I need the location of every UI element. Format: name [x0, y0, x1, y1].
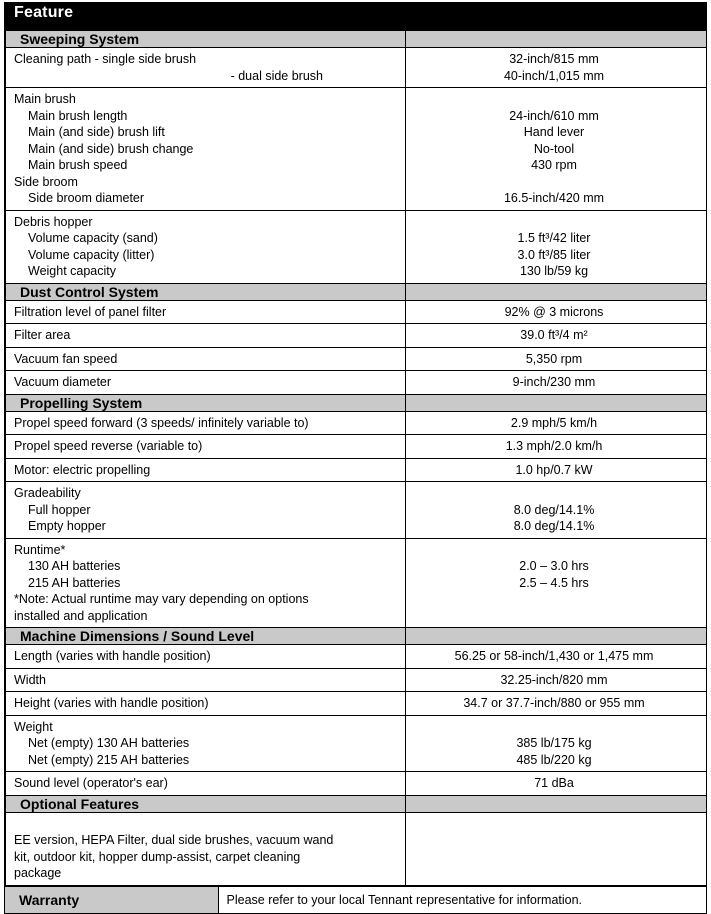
row-note-line: installed and application — [14, 608, 148, 623]
row-label-line: Height (varies with handle position) — [14, 696, 209, 710]
row-label-line: Empty hopper — [28, 519, 106, 533]
row-label-line: Runtime* — [14, 542, 66, 557]
row-label-line: Main brush length — [28, 108, 128, 123]
row-label-cell — [6, 692, 406, 716]
section-band-sweeping-system — [6, 31, 707, 48]
section-band-blank-cell — [406, 394, 707, 411]
row-value-cell — [406, 538, 707, 628]
row-label-line: 130 AH batteries — [28, 559, 121, 573]
section-title: Machine Dimensions / Sound Level — [20, 628, 255, 644]
row-label-line: Full hopper — [28, 502, 91, 517]
row-value-line: 1.3 mph/2.0 km/h — [505, 439, 603, 453]
row-label-line: Volume capacity (litter) — [28, 247, 155, 262]
row-label-line: Filtration level of panel filter — [14, 304, 167, 319]
row-label-line — [14, 816, 401, 833]
section-band-label-cell — [6, 283, 406, 300]
row-label-line: Main (and side) brush lift — [28, 125, 165, 139]
header-feature-cell — [6, 4, 406, 31]
table-row — [6, 347, 707, 371]
table-row — [6, 458, 707, 482]
row-label-line: - dual side brush — [230, 68, 323, 83]
row-value-line: 8.0 deg/14.1% — [513, 502, 595, 517]
row-label-line: Cleaning path - single side brush — [14, 52, 197, 66]
row-label-cell — [6, 347, 406, 371]
row-value-line: 40-inch/1,015 mm — [503, 68, 605, 83]
row-label-cell — [6, 435, 406, 459]
row-value-cell — [406, 645, 707, 669]
row-value-line — [410, 174, 698, 191]
row-value-line: 1.0 hp/0.7 kW — [515, 462, 593, 477]
row-label-line: Weight capacity — [28, 264, 117, 278]
row-label-cell — [6, 458, 406, 482]
section-title: Dust Control System — [20, 283, 159, 300]
row-label-cell — [6, 48, 406, 88]
section-band-label-cell — [6, 795, 406, 812]
row-value-line — [410, 91, 698, 108]
table-body — [6, 4, 707, 886]
row-label-cell — [6, 300, 406, 324]
section-band-dust-control-system — [6, 283, 707, 300]
row-label-cell — [6, 772, 406, 796]
row-label-line: Length (varies with handle position) — [14, 649, 211, 663]
table-row — [6, 48, 707, 88]
row-value-line: No-tool — [533, 141, 575, 156]
row-label-line: Width — [14, 672, 46, 687]
warranty-label: Warranty — [5, 887, 218, 913]
row-label-line: Net (empty) 215 AH batteries — [28, 752, 190, 767]
section-band-machine-dimensions — [6, 628, 707, 645]
row-label-line: Side broom diameter — [28, 191, 145, 205]
row-label-cell — [6, 538, 406, 628]
row-value-line: 2.5 – 4.5 hrs — [519, 575, 589, 590]
row-label-line: Weight — [14, 719, 53, 734]
row-value-cell — [406, 411, 707, 435]
table-row — [6, 812, 707, 885]
row-value-cell — [406, 668, 707, 692]
row-value-cell — [406, 458, 707, 482]
row-value-cell — [406, 88, 707, 211]
row-note-line: *Note: Actual runtime may vary depending on options — [14, 592, 309, 606]
row-label-line: Main brush — [14, 92, 76, 106]
row-value-line: 92% @ 3 microns — [504, 304, 604, 319]
table-row — [6, 772, 707, 796]
row-value-line: 385 lb/175 kg — [516, 736, 592, 750]
row-label-cell — [6, 812, 406, 885]
row-label-line: package — [14, 866, 62, 880]
table-row — [6, 210, 707, 283]
specifications-table — [5, 3, 707, 886]
table-row — [6, 411, 707, 435]
section-band-label-cell — [6, 31, 406, 48]
row-value-line: 130 lb/59 kg — [519, 264, 589, 278]
row-label-cell — [6, 482, 406, 539]
table-row — [6, 88, 707, 211]
row-label-line: EE version, HEPA Filter, dual side brushes, vacuum wand — [14, 833, 334, 847]
row-value-cell — [406, 435, 707, 459]
warranty-row — [5, 886, 706, 913]
row-label-line: Gradeability — [14, 486, 81, 500]
row-value-cell — [406, 715, 707, 772]
row-label-line: Side broom — [14, 174, 78, 189]
warranty-label-cell — [5, 886, 218, 913]
row-value-line: 2.9 mph/5 km/h — [510, 415, 598, 430]
row-value-line: 24-inch/610 mm — [509, 108, 599, 123]
row-value-cell — [406, 210, 707, 283]
row-label-line: Motor: electric propelling — [14, 462, 151, 477]
row-label-line: 215 AH batteries — [28, 575, 121, 590]
table-row — [6, 668, 707, 692]
row-label-line: Vacuum diameter — [14, 375, 112, 389]
row-value-cell — [406, 48, 707, 88]
row-label-line: Volume capacity (sand) — [28, 231, 158, 245]
row-label-cell — [6, 645, 406, 669]
table-row — [6, 482, 707, 539]
row-value-line: 34.7 or 37.7-inch/880 or 955 mm — [463, 696, 645, 710]
row-value-line: 71 dBa — [534, 776, 574, 790]
section-band-blank-cell — [406, 795, 707, 812]
row-value-line — [410, 485, 698, 502]
row-label-cell — [6, 668, 406, 692]
warranty-table — [5, 886, 706, 913]
header-value-cell — [406, 4, 707, 31]
section-band-propelling-system — [6, 394, 707, 411]
row-label-line: Debris hopper — [14, 214, 93, 229]
row-value-line: 32.25-inch/820 mm — [500, 672, 608, 687]
row-value-cell — [406, 772, 707, 796]
row-label-cell — [6, 210, 406, 283]
section-band-label-cell — [6, 628, 406, 645]
row-value-line — [410, 542, 698, 559]
section-band-blank-cell — [406, 31, 707, 48]
row-label-cell — [6, 411, 406, 435]
row-label-line: kit, outdoor kit, hopper dump-assist, carpet cleaning — [14, 849, 301, 864]
table-row — [6, 538, 707, 628]
row-label-line: Vacuum fan speed — [14, 351, 118, 366]
row-value-line: 9-inch/230 mm — [512, 375, 596, 389]
row-value-cell — [406, 324, 707, 348]
row-label-line: Propel speed forward (3 speeds/ infinitely variable to) — [14, 415, 309, 430]
row-value-line: Hand lever — [523, 125, 585, 139]
section-band-blank-cell — [406, 283, 707, 300]
row-value-line: 430 rpm — [531, 158, 577, 172]
table-row — [6, 645, 707, 669]
row-value-line: 16.5-inch/420 mm — [503, 191, 605, 205]
row-label-cell — [6, 715, 406, 772]
section-band-label-cell — [6, 394, 406, 411]
row-label-line: Net (empty) 130 AH batteries — [28, 736, 190, 750]
warranty-text-cell — [218, 886, 706, 913]
table-header-row — [6, 4, 707, 31]
row-label-line: Propel speed reverse (variable to) — [14, 439, 203, 453]
row-value-line: 3.0 ft³/85 liter — [517, 247, 591, 262]
section-title: Propelling System — [20, 394, 143, 411]
row-value-cell — [406, 371, 707, 395]
warranty-text: Please refer to your local Tennant representative for information. — [226, 892, 583, 907]
table-row — [6, 715, 707, 772]
header-feature-label: Feature — [14, 4, 74, 21]
row-value-line — [410, 214, 698, 231]
row-value-cell — [406, 692, 707, 716]
row-label-line: Main (and side) brush change — [28, 141, 194, 156]
row-value-line: 39.0 ft³/4 m² — [520, 328, 588, 342]
table-row — [6, 371, 707, 395]
row-label-line: Main brush speed — [28, 158, 128, 172]
section-title: Optional Features — [20, 795, 140, 812]
row-value-line: 5,350 rpm — [525, 351, 583, 366]
row-value-line: 56.25 or 58-inch/1,430 or 1,475 mm — [454, 649, 654, 663]
row-label-cell — [6, 88, 406, 211]
warranty-body — [5, 886, 706, 913]
row-value-cell — [406, 812, 707, 885]
row-value-line: 485 lb/220 kg — [516, 752, 592, 767]
table-row — [6, 692, 707, 716]
table-row — [6, 435, 707, 459]
row-label-cell — [6, 371, 406, 395]
row-value-line: 2.0 – 3.0 hrs — [519, 559, 589, 573]
row-value-cell — [406, 300, 707, 324]
row-label-cell — [6, 324, 406, 348]
table-row — [6, 324, 707, 348]
spec-sheet — [4, 2, 707, 914]
row-value-line — [410, 719, 698, 736]
header-value-label — [406, 1, 414, 24]
row-label-line: Filter area — [14, 328, 71, 342]
section-title: Sweeping System — [20, 31, 140, 47]
row-value-line: 8.0 deg/14.1% — [513, 519, 595, 533]
table-row — [6, 300, 707, 324]
section-band-blank-cell — [406, 628, 707, 645]
row-label-line: Sound level (operator's ear) — [14, 776, 168, 790]
row-value-line: 1.5 ft³/42 liter — [517, 231, 591, 245]
row-value-line: 32-inch/815 mm — [509, 52, 599, 66]
row-value-cell — [406, 347, 707, 371]
row-value-cell — [406, 482, 707, 539]
section-band-optional-features — [6, 795, 707, 812]
